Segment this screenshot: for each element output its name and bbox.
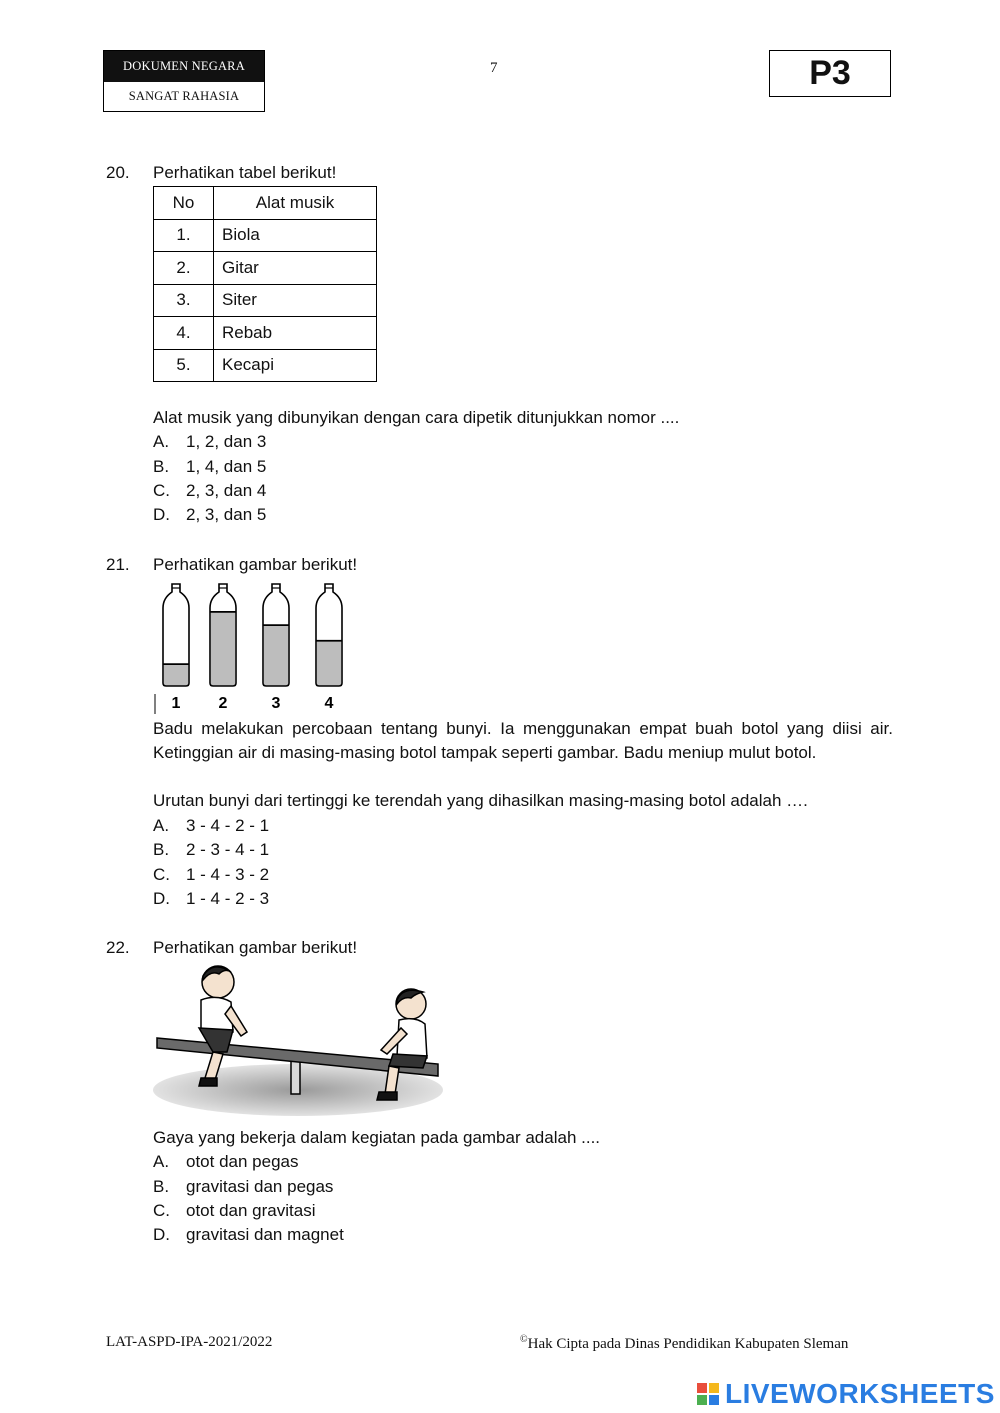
option-letter: C. [153,481,170,500]
option-letter: A. [153,432,170,451]
copyright-text: Hak Cipta pada Dinas Pendidikan Kabupaten Sleman [527,1336,849,1352]
table-cell-instrument: Siter [214,284,377,317]
bottle-water [164,664,188,686]
option-text: 2, 3, dan 5 [186,505,267,524]
table-row [154,284,377,317]
q20-prompt: Perhatikan tabel berikut! [153,163,337,182]
option-letter: B. [153,1177,170,1196]
option-letter: C. [153,865,170,884]
bottle-label: 3 [271,695,281,712]
table-cell-instrument: Kecapi [214,349,377,382]
option-letter: D. [153,889,170,908]
q22-question: Gaya yang bekerja dalam kegiatan pada gambar adalah .... [153,1128,601,1147]
q20-option-b[interactable] [153,457,266,477]
page-number: 7 [490,60,498,76]
q21-number: 21. [106,555,130,574]
option-letter: C. [153,1201,170,1220]
option-text: 1, 4, dan 5 [186,457,267,476]
footer-code: LAT-ASPD-IPA-2021/2022 [106,1334,273,1350]
option-text: gravitasi dan pegas [186,1177,334,1196]
footer-copyright [520,1334,848,1353]
doc-label-top: DOKUMEN NEGARA [104,51,264,82]
doc-label-bottom: SANGAT RAHASIA [128,89,240,103]
packet-code: P3 [769,50,891,97]
option-letter: B. [153,457,170,476]
bottle-3 [263,584,289,712]
q22-prompt: Perhatikan gambar berikut! [153,938,358,957]
table-row [154,219,377,252]
bottle-label: 1 [171,695,181,712]
table-header-no: No [154,187,214,220]
bottle-label: 4 [324,695,334,712]
table-cell-no: 4. [154,317,214,350]
option-letter: A. [153,1152,170,1171]
table-cell-instrument: Gitar [214,252,377,285]
option-letter: D. [153,1225,170,1244]
table-header-instrument: Alat musik [214,187,377,220]
table-row [154,252,377,285]
option-letter: B. [153,840,170,859]
option-letter: A. [153,816,170,835]
option-text: otot dan pegas [186,1152,299,1171]
table-row [154,317,377,350]
q20-option-a[interactable] [153,432,266,452]
bottle-4 [316,584,342,712]
bottle-1 [163,584,189,712]
liveworksheets-logo[interactable] [697,1378,995,1410]
q21-question: Urutan bunyi dari tertinggi ke terendah yang dihasilkan masing-masing botol adalah …. [153,791,808,810]
option-text: 1 - 4 - 3 - 2 [186,865,270,884]
table-cell-no: 5. [154,349,214,382]
table-header-row [154,187,377,220]
bottle-water [211,612,235,686]
option-text: 2 - 3 - 4 - 1 [186,840,270,859]
bottle-label: 2 [218,695,228,712]
q21-prompt: Perhatikan gambar berikut! [153,555,358,574]
q20-option-c[interactable] [153,481,266,501]
bottle-water [317,641,341,686]
q22-option-b[interactable] [153,1177,333,1197]
q21-option-d[interactable] [153,889,269,909]
option-text: otot dan gravitasi [186,1201,316,1220]
q20-option-d[interactable] [153,505,266,525]
table-row [154,349,377,382]
table-cell-instrument: Rebab [214,317,377,350]
option-text: gravitasi dan magnet [186,1225,344,1244]
q21-option-b[interactable] [153,840,269,860]
bottle-2 [210,584,236,712]
table-cell-no: 2. [154,252,214,285]
table-cell-no: 1. [154,219,214,252]
document-classification-box [103,50,265,112]
copyright-symbol: © [520,1334,528,1345]
option-text: 2, 3, dan 4 [186,481,267,500]
table-cell-instrument: Biola [214,219,377,252]
q22-number: 22. [106,938,130,957]
q21-paragraph: Badu melakukan percobaan tentang bunyi. Ia menggunakan empat buah botol yang diisi air. Ketinggian air di masing-masing botol tampak seperti gambar. Badu meniup mulut botol. [153,719,893,762]
q20-question: Alat musik yang dibunyikan dengan cara dipetik ditunjukkan nomor .... [153,408,680,427]
q22-option-a[interactable] [153,1152,298,1172]
seesaw-illustration [153,960,443,1120]
logo-text: LIVEWORKSHEETS [725,1378,995,1409]
q22-option-c[interactable] [153,1201,315,1221]
music-instrument-table [153,186,377,382]
logo-squares-icon [697,1383,719,1405]
bottle-water [264,625,288,686]
option-text: 3 - 4 - 2 - 1 [186,816,270,835]
bottles-illustration [153,578,363,716]
option-text: 1 - 4 - 2 - 3 [186,889,270,908]
option-letter: D. [153,505,170,524]
option-text: 1, 2, dan 3 [186,432,267,451]
q21-option-c[interactable] [153,865,269,885]
q20-number: 20. [106,163,130,182]
q22-option-d[interactable] [153,1225,344,1245]
q21-option-a[interactable] [153,816,269,836]
table-cell-no: 3. [154,284,214,317]
